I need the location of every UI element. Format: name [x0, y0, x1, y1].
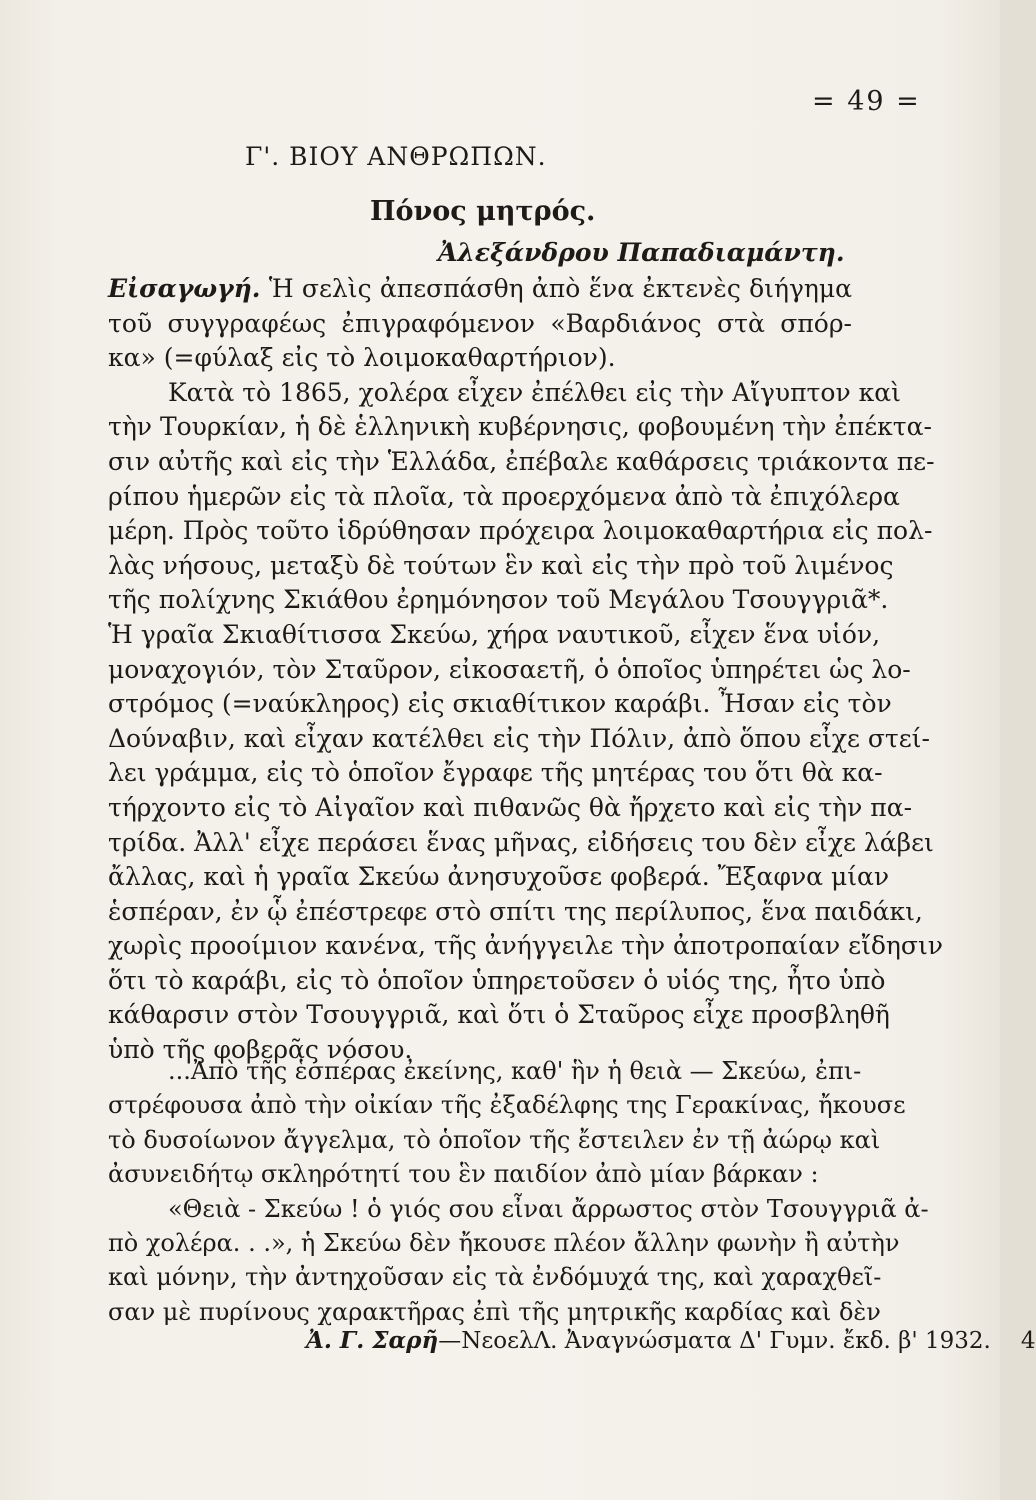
- text-line: τὴν Τουρκίαν, ἡ δὲ ἑλληνικὴ κυβέρνησις, φοβουμένη τὴν ἐπέκτα-: [108, 412, 932, 442]
- main-text: [108, 272, 943, 1068]
- text-line: ὅτι τὸ καράβι, εἰς τὸ ὁποῖον ὑπηρετοῦσεν ὁ υἱός της, ἦτο ὑπὸ: [108, 965, 886, 995]
- footer-page-number: 4: [1020, 1328, 1036, 1354]
- text-line: [108, 272, 852, 307]
- page-footer: [306, 1327, 1036, 1354]
- text-line: χωρὶς προοίμιον κανένα, τῆς ἀνήγγειλε τὴν ἀποτροπαίαν εἴδησιν: [108, 931, 943, 961]
- text-line: τὸ δυσοίωνον ἄγγελμα, τὸ ὁποῖον τῆς ἔστειλεν ἐν τῇ ἀώρῳ καὶ: [108, 1125, 881, 1154]
- text-line: ρίπου ἡμερῶν εἰς τὰ πλοῖα, τὰ προερχόμενα ἀπὸ τὰ ἐπιχόλερα: [108, 481, 900, 511]
- text-line: κάθαρσιν στὸν Τσουγγριᾶ, καὶ ὅτι ὁ Σταῦρος εἶχε προσβληθῆ: [108, 1000, 890, 1030]
- page-number: = 49 =: [812, 86, 921, 117]
- text-line: στρόμος (=ναύκληρος) εἰς σκιαθίτικον καράβι. Ἦσαν εἰς τὸν: [108, 689, 892, 719]
- intro-text: Ἡ σελὶς ἀπεσπάσθη ἀπὸ ἕνα ἐκτενὲς διήγημα: [260, 274, 852, 303]
- text-line: «Θειὰ - Σκεύω ! ὁ γιός σου εἶναι ἄρρωστος στὸν Τσουγγριᾶ ἀ-: [168, 1194, 929, 1223]
- text-line: ἑσπέραν, ἐν ᾧ ἐπέστρεφε στὸ σπίτι της περίλυπος, ἕνα παιδάκι,: [108, 896, 923, 926]
- article-title: Πόνος μητρός.: [370, 196, 596, 227]
- text-line: σαν μὲ πυρίνους χαρακτῆρας ἐπὶ τῆς μητρικῆς καρδίας καὶ δὲν: [108, 1297, 881, 1326]
- text-line: κα» (=φύλαξ εἰς τὸ λοιμοκαθαρτήριον).: [108, 343, 616, 373]
- text-line: Δούναβιν, καὶ εἶχαν κατέλθει εἰς τὴν Πόλιν, ἀπὸ ὅπου εἶχε στεί-: [108, 723, 930, 753]
- text-line: Ἡ γραῖα Σκιαθίτισσα Σκεύω, χήρα ναυτικοῦ, εἶχεν ἕνα υἱόν,: [108, 619, 881, 649]
- text-line: πὸ χολέρα. . .», ἡ Σκεύω δὲν ἤκουσε πλέον ἄλλην φωνὴν ἢ αὐτὴν: [108, 1229, 900, 1258]
- text-line: τήρχοντο εἰς τὸ Αἰγαῖον καὶ πιθανῶς θὰ ἤρχετο καὶ εἰς τὴν πα-: [108, 792, 913, 822]
- excerpt-text: [108, 1054, 929, 1329]
- text-line: τοῦ συγγραφέως ἐπιγραφόμενον «Βαρδιάνος στὰ σπόρ-: [108, 308, 852, 338]
- article-author: Ἀλεξάνδρου Παπαδιαμάντη.: [438, 238, 845, 267]
- text-line: μοναχογιόν, τὸν Σταῦρον, εἰκοσαετῆ, ὁ ὁποῖος ὑπηρέτει ὡς λο-: [108, 654, 911, 684]
- text-line: λει γράμμα, εἰς τὸ ὁποῖον ἔγραφε τῆς μητέρας του ὅτι θὰ κα-: [108, 758, 883, 788]
- intro-label: Εἰσαγωγή.: [108, 274, 261, 303]
- text-line: ἄλλας, καὶ ἡ γραῖα Σκεύω ἀνησυχοῦσε φοβερά. Ἔξαφνα μίαν: [108, 862, 890, 892]
- text-line: λὰς νήσους, μεταξὺ δὲ τούτων ἓν καὶ εἰς τὴν πρὸ τοῦ λιμένος: [108, 550, 894, 580]
- footer-source: —ΝεοελΛ. Ἀναγνώσματα Δ' Γυμν. ἔκδ. β' 1932.: [438, 1328, 991, 1354]
- text-line: στρέφουσα ἀπὸ τὴν οἰκίαν τῆς ἐξαδέλφης της Γερακίνας, ἤκουσε: [108, 1091, 906, 1120]
- text-line: καὶ μόνην, τὴν ἀντηχοῦσαν εἰς τὰ ἐνδόμυχά της, καὶ χαραχθεῖ-: [108, 1263, 882, 1292]
- text-line: Κατὰ τὸ 1865, χολέρα εἶχεν ἐπέλθει εἰς τὴν Αἴγυπτον καὶ: [168, 377, 901, 407]
- text-line: ἀσυνειδήτῳ σκληρότητί του ἓν παιδίον ἀπὸ μίαν βάρκαν :: [108, 1160, 819, 1189]
- text-line: σιν αὐτῆς καὶ εἰς τὴν Ἑλλάδα, ἐπέβαλε καθάρσεις τριάκοντα πε-: [108, 446, 935, 476]
- text-line: τῆς πολίχνης Σκιάθου ἐρημόνησον τοῦ Μεγάλου Τσουγγριᾶ*.: [108, 585, 889, 615]
- footer-author: Ἀ. Γ. Σαρῆ: [306, 1327, 439, 1354]
- text-line: τρίδα. Ἀλλ' εἶχε περάσει ἕνας μῆνας, εἰδήσεις του δὲν εἶχε λάβει: [108, 827, 934, 857]
- text-line: ...Ἀπὸ τῆς ἑσπέρας ἐκείνης, καθ' ἣν ἡ θειὰ — Σκεύω, ἐπι-: [168, 1057, 862, 1085]
- text-line: μέρη. Πρὸς τοῦτο ἱδρύθησαν πρόχειρα λοιμοκαθαρτήρια εἰς πολ-: [108, 516, 933, 546]
- section-heading: Γ'. ΒΙΟΥ ΑΝΘΡΩΠΩΝ.: [245, 142, 547, 171]
- text-line: ὑπὸ τῆς φοβερᾶς νόσου.: [108, 1035, 413, 1065]
